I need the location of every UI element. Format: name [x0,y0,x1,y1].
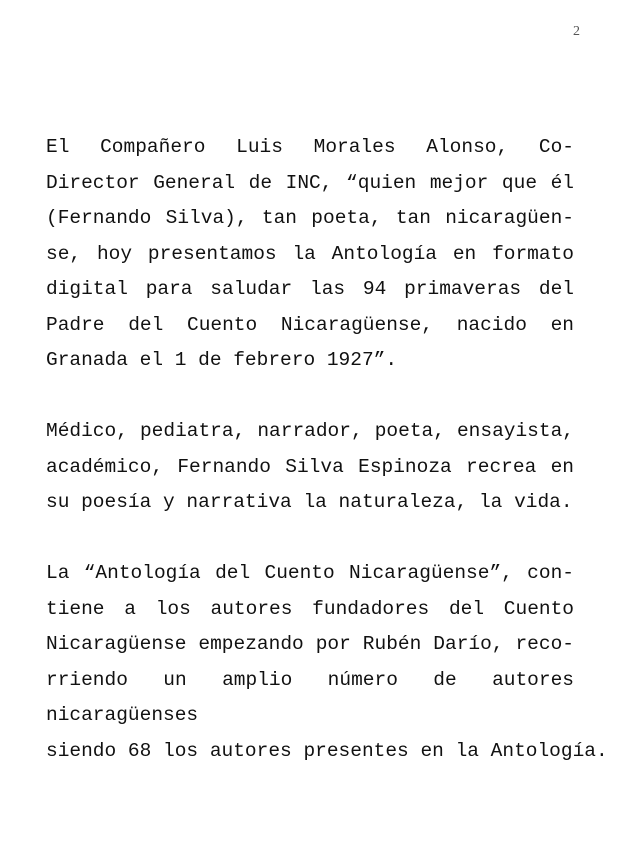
paragraph-3 [46,556,608,769]
text-line: digital para saludar las 94 primaveras del [46,278,574,300]
text-line: tiene a los autores fundadores del Cuento [46,597,574,620]
text-line: Granada el 1 de febrero 1927”. [46,349,398,371]
text-line: Director General de INC, “quien mejor que él [46,171,574,194]
text-line: Nicaragüense empezando por Rubén Darío, reco- [46,633,574,655]
text-line: siendo 68 los autores presentes en la Antología. [46,739,608,762]
text-line: El Compañero Luis Morales Alonso, Co- [46,136,574,158]
document-body [46,130,608,805]
paragraph-2 [46,414,574,521]
text-line: académico, Fernando Silva Espinoza recrea en [46,455,574,478]
text-line: se, hoy presentamos la Antología en formato [46,242,574,265]
paragraph-1 [46,130,574,379]
text-line: La “Antología del Cuento Nicaragüense”, con- [46,562,574,584]
text-line: Padre del Cuento Nicaragüense, nacido en [46,313,574,336]
text-line: su poesía y narrativa la naturaleza, la vida. [46,491,573,513]
text-line: rriendo un amplio número de autores nicaragüenses [46,668,574,726]
page-number: 2 [573,24,580,39]
text-line: Médico, pediatra, narrador, poeta, ensayista, [46,420,574,442]
text-line: (Fernando Silva), tan poeta, tan nicaragüen- [46,207,574,229]
